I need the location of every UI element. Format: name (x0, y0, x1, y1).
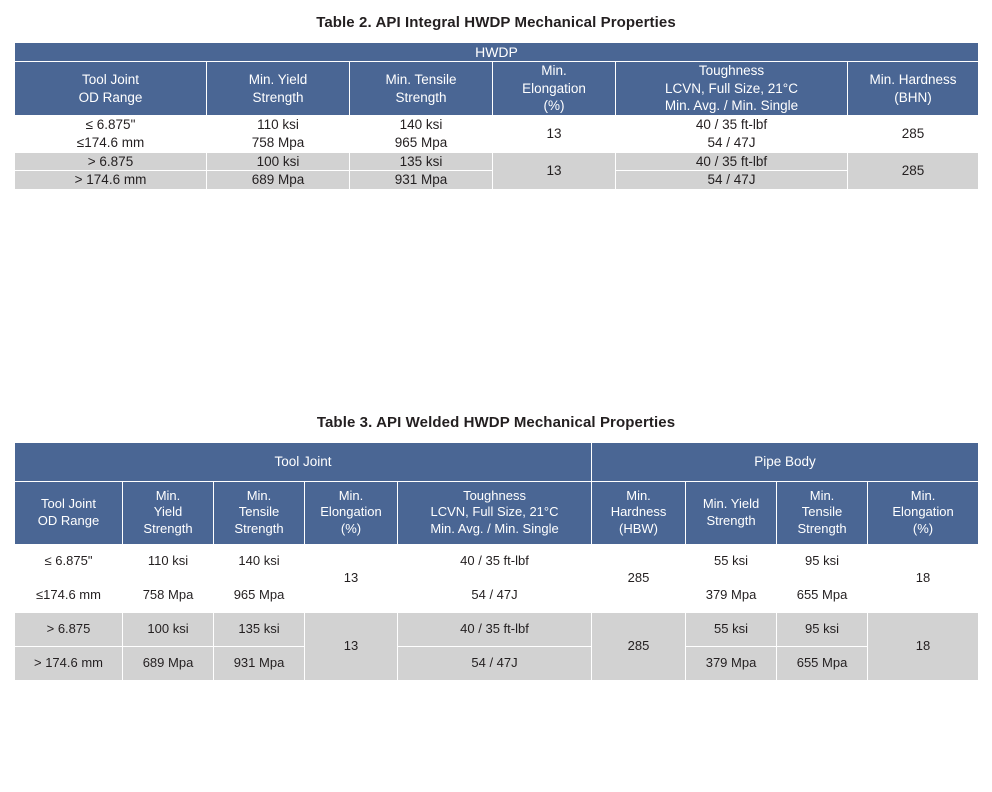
table-3-head (15, 443, 979, 545)
table-3-column-header-row (15, 481, 979, 545)
table-3-r3-hardness: 285 (592, 613, 686, 681)
table-2-col-min-elongation-line-2: Elongation (522, 80, 586, 96)
table-3-r4-tj-tensile: 931 Mpa (214, 646, 305, 680)
table-3-group-header-row (15, 443, 979, 482)
table-2-col-od-range-line-1: Tool Joint (81, 71, 140, 87)
table-3-col-min-hardness-line-2: Hardness (610, 504, 667, 520)
table-2-r3-yield: 100 ksi (207, 152, 350, 171)
table-3-r2-tj-tensile: 965 Mpa (214, 579, 305, 613)
table-2-col-min-elongation-line-1: Min. (541, 63, 567, 79)
table-3-col-toughness-line-2: LCVN, Full Size, 21°C (430, 504, 559, 520)
table-3-col-min-hardness-line-3: (HBW) (619, 521, 659, 537)
table-3-r1-od-range: ≤ 6.875" (15, 545, 123, 579)
table-2-r4-toughness: 54 / 47J (616, 171, 848, 190)
table-2-col-toughness-line-1: Toughness (698, 63, 765, 79)
table-2-col-toughness-line-2: LCVN, Full Size, 21°C (665, 80, 798, 96)
table-2-block (14, 14, 978, 190)
table-2-r2-od-range: ≤174.6 mm (15, 134, 207, 153)
table-3-col-pb-min-elongation-line-1: Min. (910, 487, 936, 503)
table-3-col-tj-min-yield-line-1: Min. (155, 487, 181, 503)
table-3-col-pb-min-tensile-line-1: Min. (809, 487, 835, 503)
table-2-col-toughness (616, 62, 848, 116)
table-3-r3-pb-tensile: 95 ksi (777, 613, 868, 647)
table-3-r3-pb-elongation: 18 (868, 613, 979, 681)
table-3-col-pb-min-tensile-line-2: Tensile (801, 504, 843, 520)
table-3-col-tj-min-tensile-line-3: Strength (234, 521, 284, 537)
table-3-col-pb-min-elongation (868, 481, 979, 545)
table-row (15, 152, 979, 171)
table-3-col-tj-min-yield-line-3: Strength (143, 521, 193, 537)
table-3-col-pb-min-tensile (777, 481, 868, 545)
table-2-head (15, 43, 979, 116)
table-row (15, 115, 979, 134)
table-2-r1-tensile: 140 ksi (350, 115, 493, 134)
table-2-col-min-tensile-line-1: Min. Tensile (385, 71, 457, 87)
table-2-r4-tensile: 931 Mpa (350, 171, 493, 190)
table-2-group-header-hwdp: HWDP (15, 43, 979, 62)
table-3-col-tj-min-tensile-line-2: Tensile (238, 504, 280, 520)
table-2-group-header-row (15, 43, 979, 62)
table-3-body (15, 545, 979, 681)
table-3-col-tj-min-yield-line-2: Yield (153, 504, 183, 520)
table-3-r2-tj-yield: 758 Mpa (123, 579, 214, 613)
table-2-r2-toughness: 54 / 47J (616, 134, 848, 153)
table-2-col-min-tensile-line-2: Strength (395, 89, 447, 105)
table-3-r1-hardness: 285 (592, 545, 686, 613)
table-row (15, 545, 979, 579)
table-3-r2-pb-yield: 379 Mpa (686, 579, 777, 613)
table-2-body (15, 115, 979, 189)
table-3-col-pb-min-yield (686, 481, 777, 545)
table-3-r4-tj-yield: 689 Mpa (123, 646, 214, 680)
table-3-col-tj-min-tensile (214, 481, 305, 545)
table-3-r1-pb-elongation: 18 (868, 545, 979, 613)
table-2 (14, 42, 979, 190)
table-3-col-pb-min-elongation-line-3: (%) (912, 521, 934, 537)
table-3-group-header-pipe-body: Pipe Body (592, 443, 979, 482)
table-3-col-od-range (15, 481, 123, 545)
table-3-col-pb-min-elongation-line-2: Elongation (892, 504, 954, 520)
table-3-group-header-tool-joint: Tool Joint (15, 443, 592, 482)
table-3 (14, 442, 979, 681)
table-3-block (14, 414, 978, 681)
table-row (15, 613, 979, 647)
table-3-col-min-hardness (592, 481, 686, 545)
table-2-col-min-tensile (350, 62, 493, 116)
table-3-r3-tj-tensile: 135 ksi (214, 613, 305, 647)
table-3-r1-toughness: 40 / 35 ft-lbf (398, 545, 592, 579)
table-2-r2-tensile: 965 Mpa (350, 134, 493, 153)
table-3-col-pb-min-tensile-line-3: Strength (797, 521, 847, 537)
table-3-col-toughness-line-3: Min. Avg. / Min. Single (430, 521, 559, 537)
table-3-col-od-range-line-2: OD Range (37, 512, 100, 528)
table-2-r1-toughness: 40 / 35 ft-lbf (616, 115, 848, 134)
table-2-col-min-hardness-line-1: Min. Hardness (869, 71, 957, 87)
table-3-r1-pb-tensile: 95 ksi (777, 545, 868, 579)
table-3-r3-pb-yield: 55 ksi (686, 613, 777, 647)
table-3-caption: Table 3. API Welded HWDP Mechanical Properties (316, 414, 676, 431)
table-3-r3-toughness: 40 / 35 ft-lbf (398, 613, 592, 647)
table-2-r1-hardness: 285 (848, 115, 979, 152)
table-3-r1-tj-yield: 110 ksi (123, 545, 214, 579)
table-row (15, 646, 979, 680)
table-3-col-pb-min-yield-line-2: Strength (706, 512, 756, 528)
table-3-r4-pb-yield: 379 Mpa (686, 646, 777, 680)
table-2-col-min-yield-line-2: Strength (252, 89, 304, 105)
table-2-col-min-yield-line-1: Min. Yield (248, 71, 308, 87)
table-2-r4-yield: 689 Mpa (207, 171, 350, 190)
table-2-col-min-yield (207, 62, 350, 116)
table-3-r2-od-range: ≤174.6 mm (15, 579, 123, 613)
table-2-r1-yield: 110 ksi (207, 115, 350, 134)
table-2-column-header-row (15, 62, 979, 116)
table-3-col-tj-min-tensile-line-1: Min. (246, 487, 272, 503)
table-2-r1-elongation: 13 (493, 115, 616, 152)
table-3-r2-toughness: 54 / 47J (398, 579, 592, 613)
table-3-r1-tj-elongation: 13 (305, 545, 398, 613)
table-3-col-toughness-line-1: Toughness (463, 487, 526, 503)
table-3-col-toughness (398, 481, 592, 545)
table-3-r4-od-range: > 174.6 mm (15, 646, 123, 680)
table-3-col-pb-min-yield-line-1: Min. Yield (702, 495, 760, 511)
table-3-r2-pb-tensile: 655 Mpa (777, 579, 868, 613)
table-3-r4-toughness: 54 / 47J (398, 646, 592, 680)
table-2-r3-od-range: > 6.875 (15, 152, 207, 171)
table-2-col-od-range (15, 62, 207, 116)
table-3-r1-pb-yield: 55 ksi (686, 545, 777, 579)
table-3-r3-tj-elongation: 13 (305, 613, 398, 681)
table-3-r3-tj-yield: 100 ksi (123, 613, 214, 647)
table-2-r3-tensile: 135 ksi (350, 152, 493, 171)
table-2-r1-od-range: ≤ 6.875" (15, 115, 207, 134)
table-2-col-min-elongation (493, 62, 616, 116)
table-2-col-min-elongation-line-3: (%) (543, 98, 565, 114)
table-2-col-toughness-line-3: Min. Avg. / Min. Single (664, 98, 799, 114)
table-3-col-tj-min-elongation-line-1: Min. (338, 487, 364, 503)
table-3-r3-od-range: > 6.875 (15, 613, 123, 647)
table-2-r3-toughness: 40 / 35 ft-lbf (616, 152, 848, 171)
table-3-col-tj-min-elongation-line-2: Elongation (320, 504, 382, 520)
table-row (15, 579, 979, 613)
table-3-col-min-hardness-line-1: Min. (626, 487, 651, 503)
table-2-r3-elongation: 13 (493, 152, 616, 189)
table-2-r3-hardness: 285 (848, 152, 979, 189)
table-2-r2-yield: 758 Mpa (207, 134, 350, 153)
table-2-col-min-hardness-line-2: (BHN) (894, 89, 932, 105)
table-3-r1-tj-tensile: 140 ksi (214, 545, 305, 579)
table-3-r4-pb-tensile: 655 Mpa (777, 646, 868, 680)
table-2-col-od-range-line-2: OD Range (78, 89, 143, 105)
table-3-col-tj-min-yield (123, 481, 214, 545)
table-3-col-tj-min-elongation-line-3: (%) (340, 521, 362, 537)
table-2-col-min-hardness (848, 62, 979, 116)
table-3-col-od-range-line-1: Tool Joint (41, 495, 96, 511)
table-3-col-tj-min-elongation (305, 481, 398, 545)
table-2-caption: Table 2. API Integral HWDP Mechanical Properties (316, 14, 676, 31)
table-2-r4-od-range: > 174.6 mm (15, 171, 207, 190)
